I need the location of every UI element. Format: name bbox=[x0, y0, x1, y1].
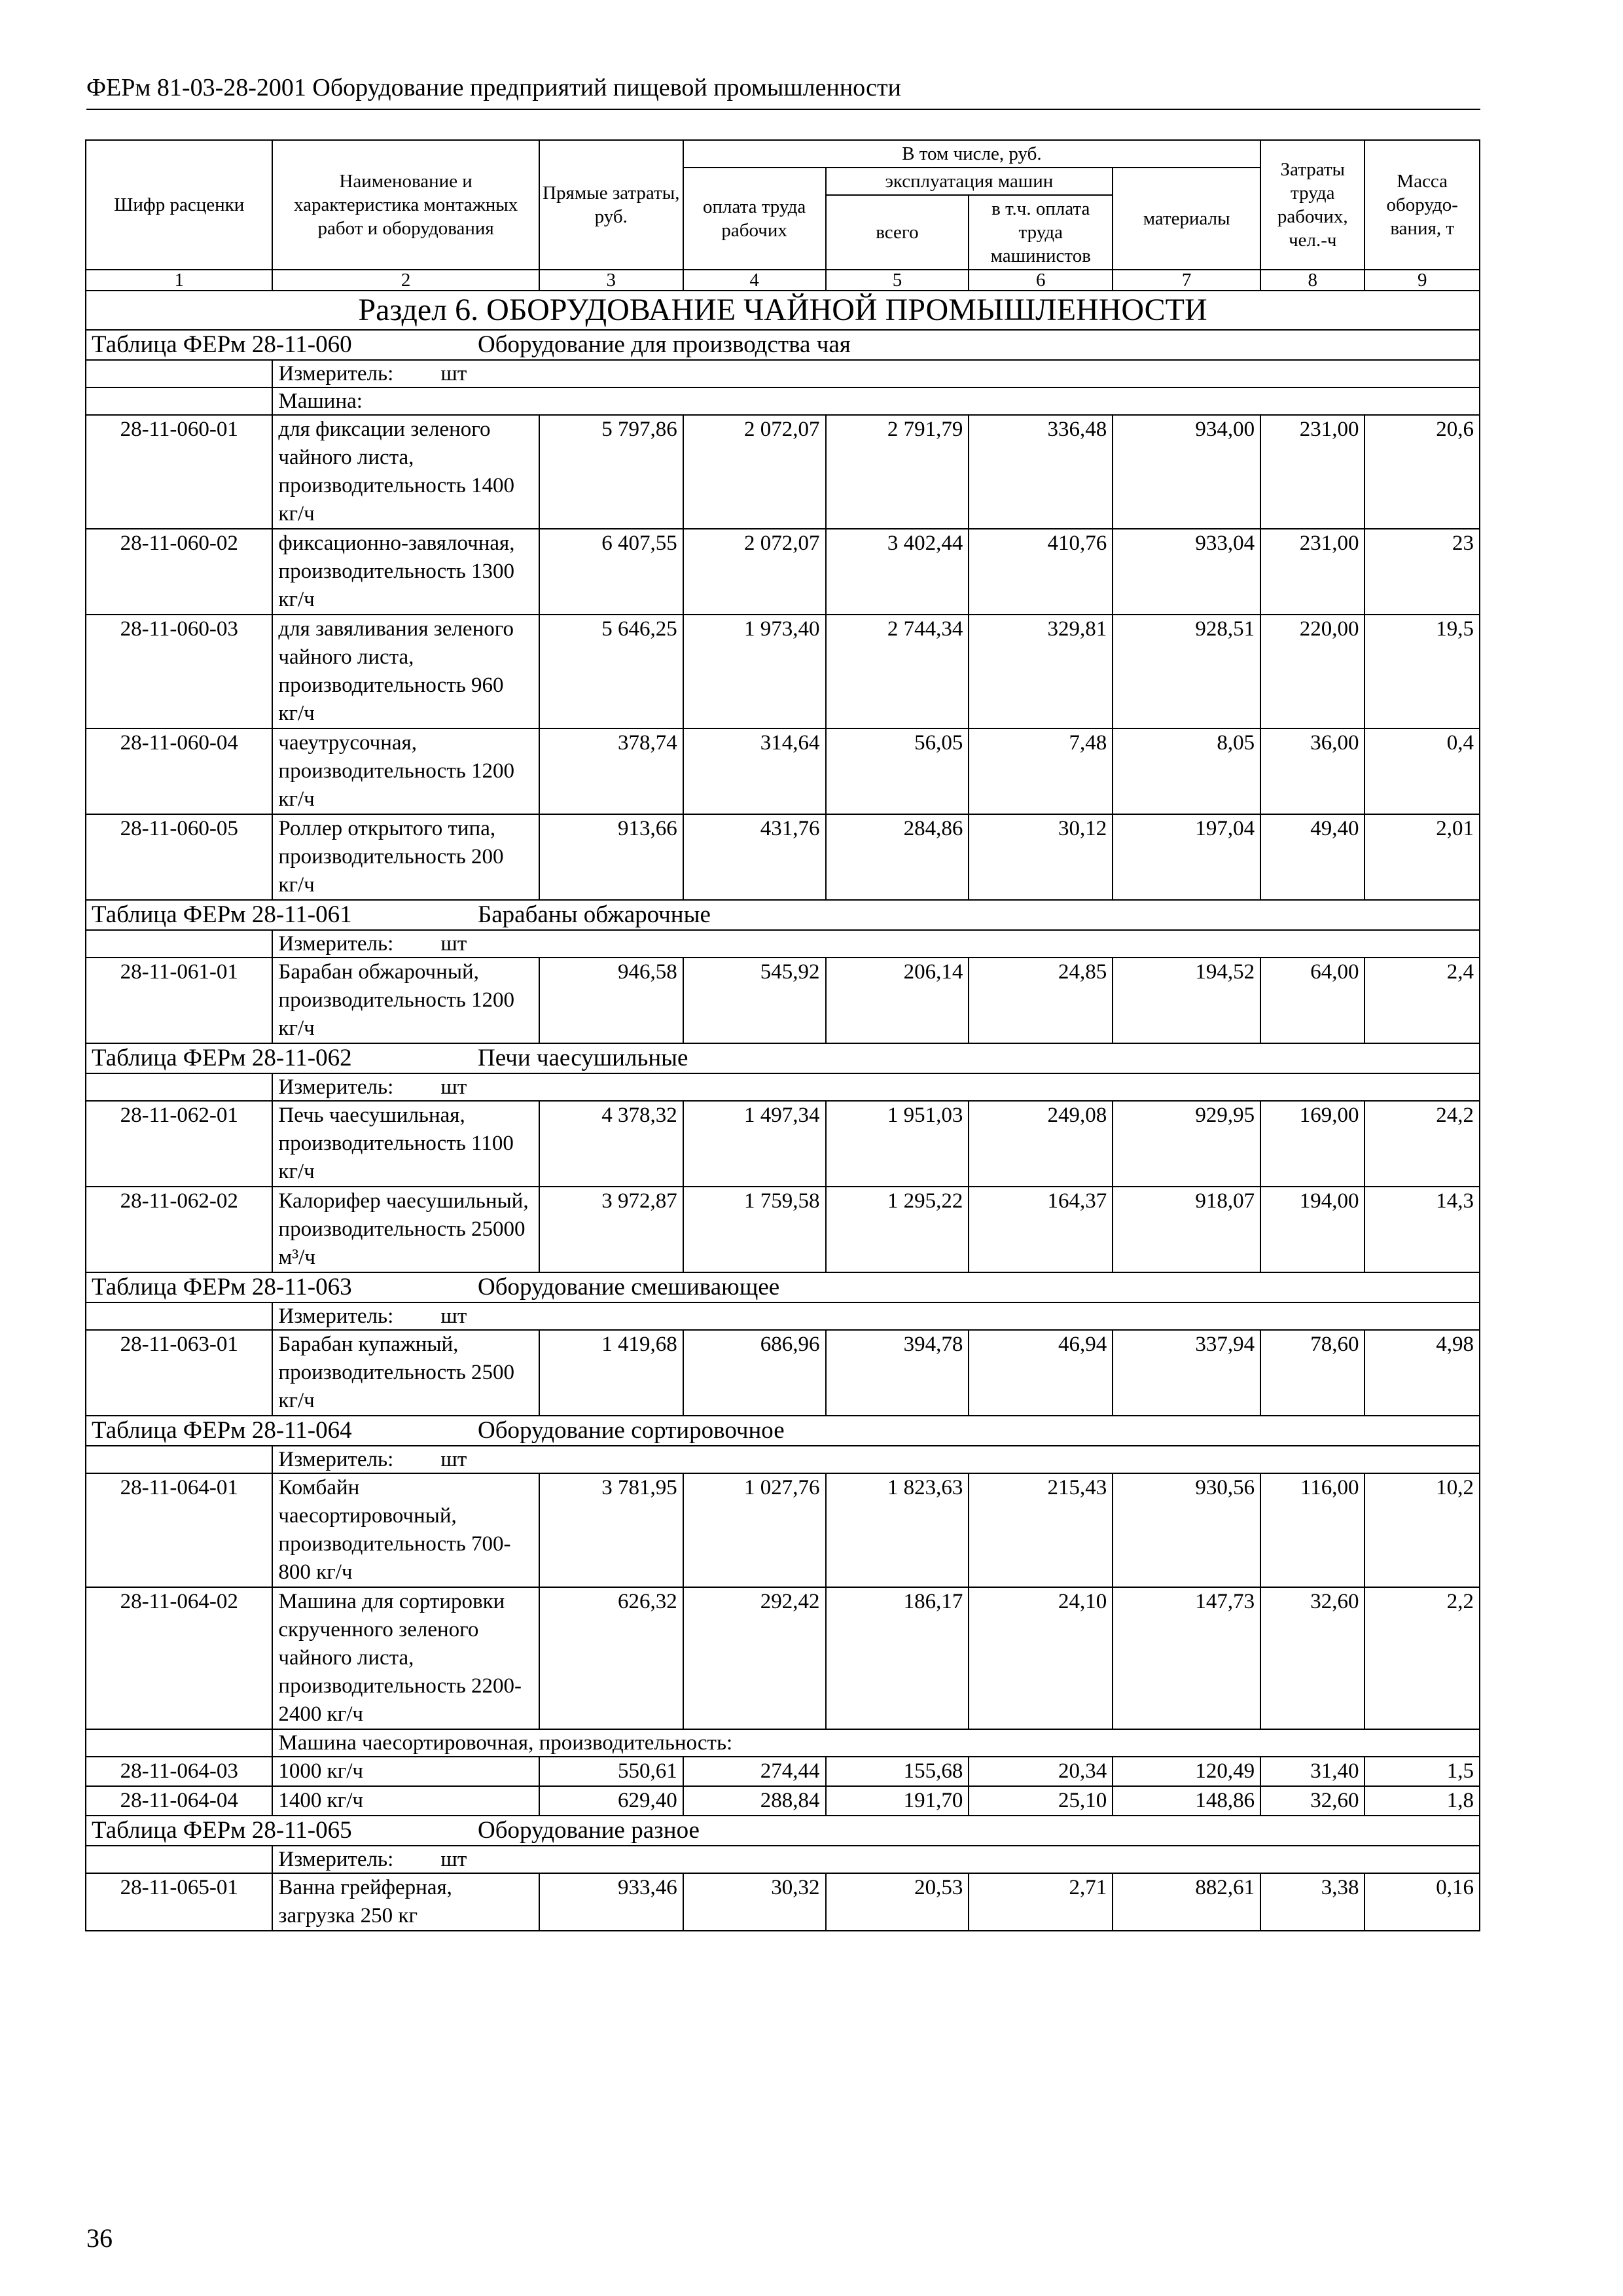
group-row bbox=[86, 1729, 1480, 1757]
work-name: Ванна грейферная, загрузка 250 кг bbox=[272, 1873, 539, 1931]
value-materials: 934,00 bbox=[1113, 415, 1260, 529]
value-materials: 8,05 bbox=[1113, 728, 1260, 814]
measure-label: Измеритель: bbox=[278, 1448, 394, 1471]
value-wages: 292,42 bbox=[683, 1587, 826, 1729]
measure-row bbox=[86, 360, 1480, 387]
value-materials: 120,49 bbox=[1113, 1757, 1260, 1786]
value-mach-total: 155,68 bbox=[826, 1757, 969, 1786]
value-labor: 32,60 bbox=[1260, 1587, 1364, 1729]
value-mass: 0,4 bbox=[1364, 728, 1480, 814]
value-mach-total: 394,78 bbox=[826, 1330, 969, 1416]
table-name: Оборудование разное bbox=[478, 1817, 700, 1844]
value-labor: 32,60 bbox=[1260, 1786, 1364, 1816]
table-title bbox=[86, 900, 1480, 930]
col-number: 9 bbox=[1364, 270, 1480, 291]
running-header: ФЕРм 81-03-28-2001 Оборудование предприятий пищевой промышленности bbox=[86, 74, 901, 101]
table-title-row bbox=[86, 900, 1480, 930]
value-mach-wages: 336,48 bbox=[969, 415, 1113, 529]
measure bbox=[272, 1302, 1480, 1330]
group-label: Машина: bbox=[272, 387, 1480, 415]
value-wages: 545,92 bbox=[683, 958, 826, 1043]
table-title-row bbox=[86, 330, 1480, 360]
value-mass: 1,8 bbox=[1364, 1786, 1480, 1816]
rate-code: 28-11-060-02 bbox=[86, 529, 272, 615]
measure-row bbox=[86, 1446, 1480, 1473]
value-mass: 14,3 bbox=[1364, 1187, 1480, 1272]
value-wages: 1 759,58 bbox=[683, 1187, 826, 1272]
value-wages: 2 072,07 bbox=[683, 529, 826, 615]
rate-code: 28-11-062-01 bbox=[86, 1101, 272, 1187]
section-title: Раздел 6. ОБОРУДОВАНИЕ ЧАЙНОЙ ПРОМЫШЛЕННОСТИ bbox=[86, 291, 1480, 330]
col-direct-header: Прямые затраты, руб. bbox=[539, 140, 683, 270]
table-row bbox=[86, 1330, 1480, 1416]
value-direct: 4 378,32 bbox=[539, 1101, 683, 1187]
table-name: Оборудование смешивающее bbox=[478, 1274, 780, 1300]
work-name: для завяливания зеленого чайного листа, производительность 960 кг/ч bbox=[272, 615, 539, 728]
header-rule bbox=[86, 109, 1480, 110]
value-wages: 686,96 bbox=[683, 1330, 826, 1416]
col-wages-header: оплата труда рабочих bbox=[683, 168, 826, 270]
value-labor: 78,60 bbox=[1260, 1330, 1364, 1416]
value-wages: 1 027,76 bbox=[683, 1473, 826, 1587]
rate-code: 28-11-060-03 bbox=[86, 615, 272, 728]
measure bbox=[272, 360, 1480, 387]
table-name: Оборудование сортировочное bbox=[478, 1417, 785, 1444]
value-labor: 49,40 bbox=[1260, 814, 1364, 900]
table-row bbox=[86, 728, 1480, 814]
value-labor: 231,00 bbox=[1260, 529, 1364, 615]
value-mass: 2,2 bbox=[1364, 1587, 1480, 1729]
table-title bbox=[86, 1043, 1480, 1073]
value-direct: 933,46 bbox=[539, 1873, 683, 1931]
table-title-row bbox=[86, 1272, 1480, 1302]
measure-row bbox=[86, 930, 1480, 958]
value-direct: 626,32 bbox=[539, 1587, 683, 1729]
price-table bbox=[85, 139, 1480, 1931]
rate-code: 28-11-060-01 bbox=[86, 415, 272, 529]
table-row bbox=[86, 1873, 1480, 1931]
measure-row bbox=[86, 1302, 1480, 1330]
value-materials: 918,07 bbox=[1113, 1187, 1260, 1272]
value-mass: 0,16 bbox=[1364, 1873, 1480, 1931]
col-materials-header: материалы bbox=[1113, 168, 1260, 270]
measure-unit: шт bbox=[440, 932, 467, 956]
value-labor: 31,40 bbox=[1260, 1757, 1364, 1786]
work-name: Роллер открытого типа, производительность 200 кг/ч bbox=[272, 814, 539, 900]
value-mach-total: 206,14 bbox=[826, 958, 969, 1043]
value-wages: 274,44 bbox=[683, 1757, 826, 1786]
table-title bbox=[86, 1272, 1480, 1302]
table-row bbox=[86, 1473, 1480, 1587]
value-mach-total: 3 402,44 bbox=[826, 529, 969, 615]
work-name: Барабан обжарочный, производительность 1200 кг/ч bbox=[272, 958, 539, 1043]
measure-row bbox=[86, 1846, 1480, 1873]
rate-code: 28-11-065-01 bbox=[86, 1873, 272, 1931]
value-materials: 148,86 bbox=[1113, 1786, 1260, 1816]
rate-code: 28-11-064-02 bbox=[86, 1587, 272, 1729]
table-row bbox=[86, 1101, 1480, 1187]
col-number: 8 bbox=[1260, 270, 1364, 291]
measure bbox=[272, 930, 1480, 958]
value-direct: 1 419,68 bbox=[539, 1330, 683, 1416]
measure-row bbox=[86, 1073, 1480, 1101]
table-row bbox=[86, 529, 1480, 615]
value-mach-wages: 215,43 bbox=[969, 1473, 1113, 1587]
table-row bbox=[86, 1786, 1480, 1816]
col-name-header: Наименование и характеристика монтажных работ и оборудования bbox=[272, 140, 539, 270]
value-labor: 36,00 bbox=[1260, 728, 1364, 814]
col-labor-header: Затраты труда рабочих, чел.-ч bbox=[1260, 140, 1364, 270]
value-wages: 30,32 bbox=[683, 1873, 826, 1931]
value-mach-wages: 2,71 bbox=[969, 1873, 1113, 1931]
value-materials: 930,56 bbox=[1113, 1473, 1260, 1587]
value-direct: 5 646,25 bbox=[539, 615, 683, 728]
measure-label: Измеритель: bbox=[278, 362, 394, 386]
value-direct: 5 797,86 bbox=[539, 415, 683, 529]
table-id: Таблица ФЕРм 28-11-062 bbox=[92, 1045, 352, 1071]
value-direct: 946,58 bbox=[539, 958, 683, 1043]
col-number: 7 bbox=[1113, 270, 1260, 291]
table-row bbox=[86, 1587, 1480, 1729]
group-row bbox=[86, 387, 1480, 415]
value-mass: 19,5 bbox=[1364, 615, 1480, 728]
work-name: Комбайн чаесортировочный, производительность 700-800 кг/ч bbox=[272, 1473, 539, 1587]
table-title-row bbox=[86, 1816, 1480, 1846]
value-mass: 2,01 bbox=[1364, 814, 1480, 900]
value-mach-wages: 30,12 bbox=[969, 814, 1113, 900]
rate-code: 28-11-060-05 bbox=[86, 814, 272, 900]
value-wages: 2 072,07 bbox=[683, 415, 826, 529]
measure-unit: шт bbox=[440, 1304, 467, 1328]
table-title bbox=[86, 330, 1480, 360]
table-title bbox=[86, 1816, 1480, 1846]
rate-code: 28-11-064-04 bbox=[86, 1786, 272, 1816]
value-materials: 933,04 bbox=[1113, 529, 1260, 615]
table-row bbox=[86, 814, 1480, 900]
work-name: Печь чаесушильная, производительность 1100 кг/ч bbox=[272, 1101, 539, 1187]
value-mach-wages: 164,37 bbox=[969, 1187, 1113, 1272]
table-row bbox=[86, 415, 1480, 529]
rate-code: 28-11-061-01 bbox=[86, 958, 272, 1043]
value-labor: 220,00 bbox=[1260, 615, 1364, 728]
measure bbox=[272, 1446, 1480, 1473]
value-wages: 314,64 bbox=[683, 728, 826, 814]
value-direct: 913,66 bbox=[539, 814, 683, 900]
value-labor: 64,00 bbox=[1260, 958, 1364, 1043]
rate-code: 28-11-064-01 bbox=[86, 1473, 272, 1587]
col-mach-total-header: всего bbox=[826, 195, 969, 270]
value-labor: 169,00 bbox=[1260, 1101, 1364, 1187]
table-id: Таблица ФЕРм 28-11-061 bbox=[92, 901, 352, 928]
table-id: Таблица ФЕРм 28-11-065 bbox=[92, 1817, 352, 1844]
col-number: 1 bbox=[86, 270, 272, 291]
value-mach-wages: 7,48 bbox=[969, 728, 1113, 814]
value-mach-wages: 25,10 bbox=[969, 1786, 1113, 1816]
table-header bbox=[86, 140, 1480, 291]
value-mach-total: 20,53 bbox=[826, 1873, 969, 1931]
value-materials: 147,73 bbox=[1113, 1587, 1260, 1729]
table-id: Таблица ФЕРм 28-11-064 bbox=[92, 1417, 352, 1444]
table-row bbox=[86, 1757, 1480, 1786]
value-wages: 431,76 bbox=[683, 814, 826, 900]
table-row bbox=[86, 958, 1480, 1043]
value-mach-total: 56,05 bbox=[826, 728, 969, 814]
work-name: Машина для сортировки скрученного зеленого чайного листа, производительность 2200-2400 кг/ч bbox=[272, 1587, 539, 1729]
measure-label: Измеритель: bbox=[278, 1304, 394, 1328]
value-mach-total: 186,17 bbox=[826, 1587, 969, 1729]
value-mass: 24,2 bbox=[1364, 1101, 1480, 1187]
value-wages: 1 973,40 bbox=[683, 615, 826, 728]
value-direct: 378,74 bbox=[539, 728, 683, 814]
value-materials: 929,95 bbox=[1113, 1101, 1260, 1187]
value-mach-wages: 329,81 bbox=[969, 615, 1113, 728]
table-name: Оборудование для производства чая bbox=[478, 331, 851, 358]
table-row bbox=[86, 1187, 1480, 1272]
value-mass: 2,4 bbox=[1364, 958, 1480, 1043]
col-number: 4 bbox=[683, 270, 826, 291]
table-row bbox=[86, 615, 1480, 728]
value-mass: 1,5 bbox=[1364, 1757, 1480, 1786]
value-mach-total: 1 951,03 bbox=[826, 1101, 969, 1187]
col-mass-header: Масса оборудо-вания, т bbox=[1364, 140, 1480, 270]
value-mach-total: 1 295,22 bbox=[826, 1187, 969, 1272]
col-number: 6 bbox=[969, 270, 1113, 291]
value-labor: 231,00 bbox=[1260, 415, 1364, 529]
page-number: 36 bbox=[86, 2223, 113, 2253]
rate-code: 28-11-062-02 bbox=[86, 1187, 272, 1272]
value-direct: 629,40 bbox=[539, 1786, 683, 1816]
col-number: 3 bbox=[539, 270, 683, 291]
value-mass: 23 bbox=[1364, 529, 1480, 615]
value-mass: 4,98 bbox=[1364, 1330, 1480, 1416]
value-labor: 116,00 bbox=[1260, 1473, 1364, 1587]
value-mach-total: 2 791,79 bbox=[826, 415, 969, 529]
work-name: для фиксации зеленого чайного листа, производительность 1400 кг/ч bbox=[272, 415, 539, 529]
value-labor: 194,00 bbox=[1260, 1187, 1364, 1272]
col-code-header: Шифр расценки bbox=[86, 140, 272, 270]
value-mach-total: 1 823,63 bbox=[826, 1473, 969, 1587]
table-title-row bbox=[86, 1043, 1480, 1073]
measure bbox=[272, 1073, 1480, 1101]
measure-unit: шт bbox=[440, 1848, 467, 1871]
work-name: 1000 кг/ч bbox=[272, 1757, 539, 1786]
value-mass: 10,2 bbox=[1364, 1473, 1480, 1587]
value-mach-wages: 24,10 bbox=[969, 1587, 1113, 1729]
value-direct: 6 407,55 bbox=[539, 529, 683, 615]
value-direct: 3 781,95 bbox=[539, 1473, 683, 1587]
col-machines-group-header: эксплуатация машин bbox=[826, 168, 1113, 195]
value-materials: 928,51 bbox=[1113, 615, 1260, 728]
table-id: Таблица ФЕРм 28-11-063 bbox=[92, 1274, 352, 1300]
col-number: 2 bbox=[272, 270, 539, 291]
value-materials: 197,04 bbox=[1113, 814, 1260, 900]
table-id: Таблица ФЕРм 28-11-060 bbox=[92, 331, 352, 358]
rate-code: 28-11-063-01 bbox=[86, 1330, 272, 1416]
table-title bbox=[86, 1416, 1480, 1446]
value-materials: 882,61 bbox=[1113, 1873, 1260, 1931]
value-mach-wages: 46,94 bbox=[969, 1330, 1113, 1416]
work-name: фиксационно-завялочная, производительность 1300 кг/ч bbox=[272, 529, 539, 615]
table-name: Печи чаесушильные bbox=[478, 1045, 688, 1071]
section-row bbox=[86, 291, 1480, 330]
work-name: Барабан купажный, производительность 2500 кг/ч bbox=[272, 1330, 539, 1416]
value-materials: 337,94 bbox=[1113, 1330, 1260, 1416]
table-title-row bbox=[86, 1416, 1480, 1446]
value-direct: 3 972,87 bbox=[539, 1187, 683, 1272]
value-mach-total: 191,70 bbox=[826, 1786, 969, 1816]
table-body bbox=[86, 291, 1480, 1931]
work-name: чаеутрусочная, производительность 1200 кг/ч bbox=[272, 728, 539, 814]
value-direct: 550,61 bbox=[539, 1757, 683, 1786]
value-mach-total: 284,86 bbox=[826, 814, 969, 900]
measure bbox=[272, 1846, 1480, 1873]
group-label: Машина чаесортировочная, производительность: bbox=[272, 1729, 1480, 1757]
col-incl-group-header: В том числе, руб. bbox=[683, 140, 1260, 168]
value-mach-wages: 249,08 bbox=[969, 1101, 1113, 1187]
measure-label: Измеритель: bbox=[278, 932, 394, 956]
work-name: 1400 кг/ч bbox=[272, 1786, 539, 1816]
value-wages: 288,84 bbox=[683, 1786, 826, 1816]
table-name: Барабаны обжарочные bbox=[478, 901, 711, 928]
value-mass: 20,6 bbox=[1364, 415, 1480, 529]
rate-code: 28-11-060-04 bbox=[86, 728, 272, 814]
value-wages: 1 497,34 bbox=[683, 1101, 826, 1187]
value-labor: 3,38 bbox=[1260, 1873, 1364, 1931]
work-name: Калорифер чаесушильный, производительность 25000 м³/ч bbox=[272, 1187, 539, 1272]
measure-label: Измеритель: bbox=[278, 1075, 394, 1099]
value-mach-wages: 20,34 bbox=[969, 1757, 1113, 1786]
value-mach-total: 2 744,34 bbox=[826, 615, 969, 728]
value-mach-wages: 410,76 bbox=[969, 529, 1113, 615]
value-materials: 194,52 bbox=[1113, 958, 1260, 1043]
measure-unit: шт bbox=[440, 362, 467, 386]
measure-label: Измеритель: bbox=[278, 1848, 394, 1871]
measure-unit: шт bbox=[440, 1448, 467, 1471]
col-mach-wages-header: в т.ч. оплата труда машинистов bbox=[969, 195, 1113, 270]
rate-code: 28-11-064-03 bbox=[86, 1757, 272, 1786]
col-number: 5 bbox=[826, 270, 969, 291]
measure-unit: шт bbox=[440, 1075, 467, 1099]
value-mach-wages: 24,85 bbox=[969, 958, 1113, 1043]
column-numbers-row bbox=[86, 270, 1480, 291]
